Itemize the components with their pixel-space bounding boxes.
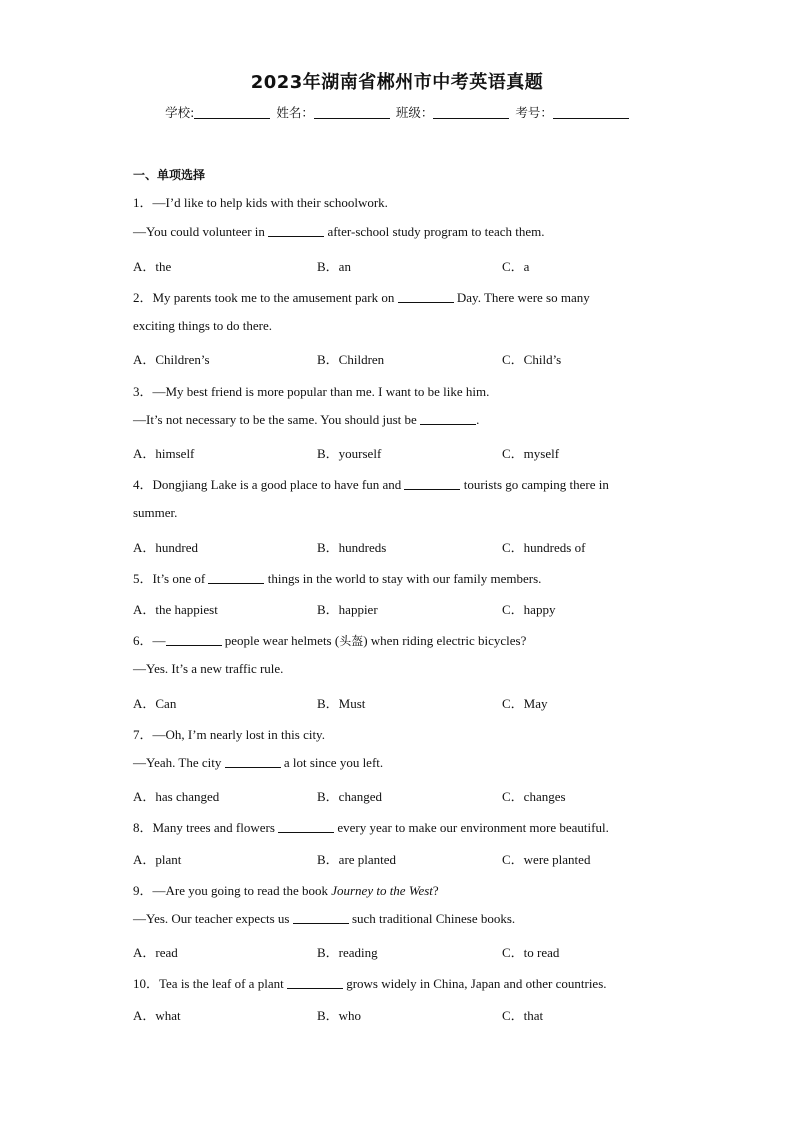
question-2-option-b[interactable]: B．Children: [317, 352, 385, 367]
section-title: 一、单项选择: [133, 168, 206, 182]
question-3-line-2: —It’s not necessary to be the same. You should just be .: [133, 412, 480, 427]
question-9-line-1: 9．—Are you going to read the book Journey to the West?: [133, 883, 439, 898]
question-2-option-c[interactable]: C．Child’s: [502, 352, 562, 367]
question-9-line-2: —Yes. Our teacher expects us such traditional Chinese books.: [133, 911, 516, 926]
question-4-line-2: summer.: [133, 505, 178, 520]
answer-blank[interactable]: [398, 290, 454, 303]
question-4-option-b[interactable]: B．hundreds: [317, 540, 387, 555]
question-3-option-b[interactable]: B．yourself: [317, 446, 382, 461]
question-5-option-c[interactable]: C．happy: [502, 602, 556, 617]
question-7-line-2: —Yeah. The city a lot since you left.: [133, 755, 384, 770]
question-8-option-b[interactable]: B．are planted: [317, 852, 397, 867]
school-blank[interactable]: [194, 106, 270, 119]
question-6-option-b[interactable]: B．Must: [317, 696, 366, 711]
question-5-line-1: 5．It’s one of things in the world to stay with our family members.: [133, 571, 542, 586]
answer-blank[interactable]: [404, 477, 460, 490]
question-7-option-c[interactable]: C．changes: [502, 789, 566, 804]
page-title: 2023年湖南省郴州市中考英语真题: [250, 72, 544, 93]
question-10-option-c[interactable]: C．that: [502, 1008, 544, 1023]
answer-blank[interactable]: [166, 633, 222, 646]
student-info-row: [0, 103, 794, 121]
name-label: 姓名：: [276, 105, 314, 120]
question-1-option-c[interactable]: C．a: [502, 259, 530, 274]
question-8-option-c[interactable]: C．were planted: [502, 852, 591, 867]
question-7-line-1: 7．—Oh, I’m nearly lost in this city.: [133, 727, 325, 742]
answer-blank[interactable]: [208, 571, 264, 584]
question-6-line-2: —Yes. It’s a new traffic rule.: [133, 661, 284, 676]
exam-number-label: 考号：: [515, 105, 553, 120]
question-1-line-1: 1．—I’d like to help kids with their schoolwork.: [133, 195, 388, 210]
answer-blank[interactable]: [225, 755, 281, 768]
question-2-line-2: exciting things to do there.: [133, 318, 273, 333]
name-blank[interactable]: [314, 106, 390, 119]
answer-blank[interactable]: [268, 224, 324, 237]
question-1-option-b[interactable]: B．an: [317, 259, 351, 274]
question-9-option-b[interactable]: B．reading: [317, 945, 378, 960]
answer-blank[interactable]: [293, 911, 349, 924]
question-3-option-c[interactable]: C．myself: [502, 446, 560, 461]
question-4-option-c[interactable]: C．hundreds of: [502, 540, 586, 555]
question-6-option-c[interactable]: C．May: [502, 696, 548, 711]
school-label: 学校:: [165, 105, 195, 120]
answer-blank[interactable]: [420, 412, 476, 425]
question-2-line-1: 2．My parents took me to the amusement park on Day. There were so many: [133, 290, 590, 305]
exam-number-blank[interactable]: [553, 106, 629, 119]
question-3-line-1: 3．—My best friend is more popular than me. I want to be like him.: [133, 384, 490, 399]
question-9-option-a[interactable]: A．read: [133, 945, 178, 960]
question-1-line-2: —You could volunteer in after-school study program to teach them.: [133, 224, 545, 239]
question-8-line-1: 8．Many trees and flowers every year to make our environment more beautiful.: [133, 820, 609, 835]
question-6-option-a[interactable]: A．Can: [133, 696, 177, 711]
question-10-line-1: 10．Tea is the leaf of a plant grows widely in China, Japan and other countries.: [133, 976, 607, 991]
class-blank[interactable]: [433, 106, 509, 119]
question-9-option-c[interactable]: C．to read: [502, 945, 560, 960]
question-10-option-b[interactable]: B．who: [317, 1008, 362, 1023]
question-8-option-a[interactable]: A．plant: [133, 852, 182, 867]
class-label: 班级：: [395, 105, 434, 120]
question-1-option-a[interactable]: A．the: [133, 259, 172, 274]
question-4-option-a[interactable]: A．hundred: [133, 540, 198, 555]
question-7-option-a[interactable]: A．has changed: [133, 789, 220, 804]
question-5-option-b[interactable]: B．happier: [317, 602, 378, 617]
question-10-option-a[interactable]: A．what: [133, 1008, 181, 1023]
question-5-option-a[interactable]: A．the happiest: [133, 602, 218, 617]
question-7-option-b[interactable]: B．changed: [317, 789, 382, 804]
question-3-option-a[interactable]: A．himself: [133, 446, 195, 461]
answer-blank[interactable]: [278, 820, 334, 833]
book-title: Journey to the West: [331, 883, 433, 898]
question-4-line-1: 4．Dongjiang Lake is a good place to have fun and tourists go camping there in: [133, 477, 609, 492]
answer-blank[interactable]: [287, 976, 343, 989]
question-2-option-a[interactable]: A．Children’s: [133, 352, 210, 367]
question-6-line-1: 6．— people wear helmets (头盔) when riding electric bicycles?: [133, 633, 527, 648]
